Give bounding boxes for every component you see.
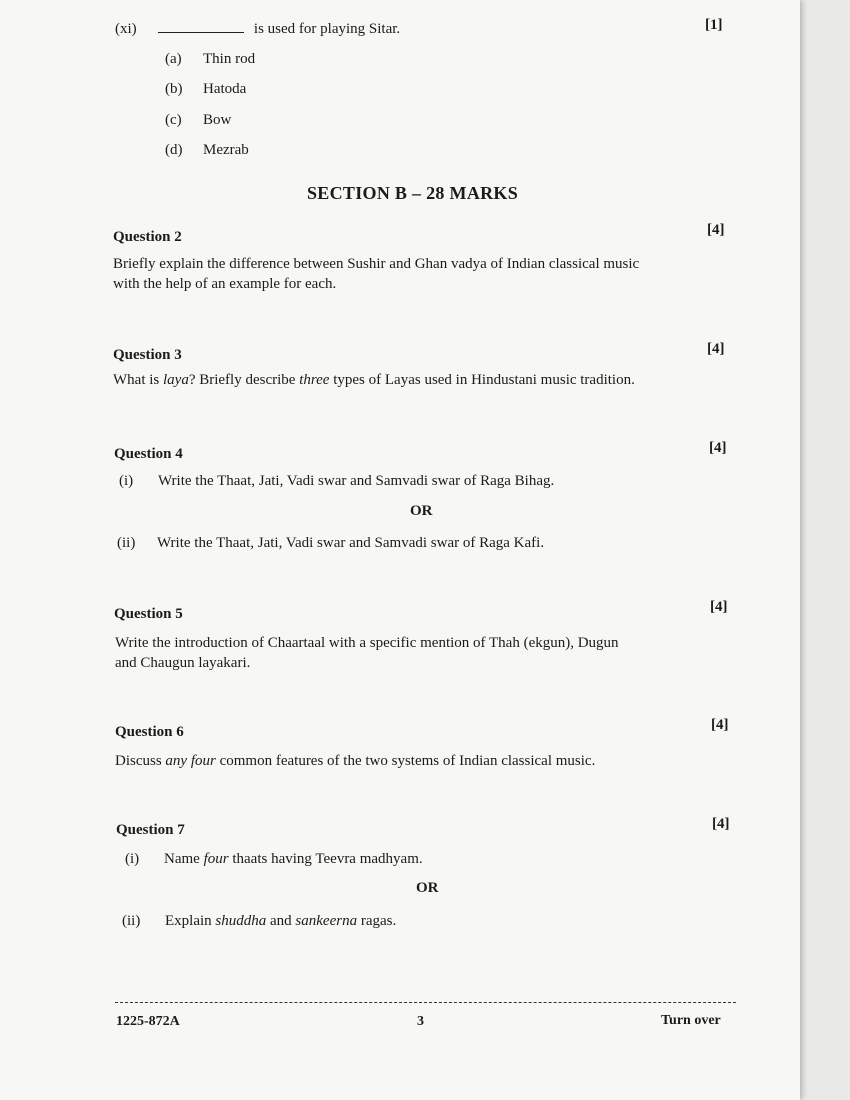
question-7-part-2 bbox=[122, 913, 397, 930]
option-label: (b) bbox=[165, 81, 183, 97]
text-run: and bbox=[266, 913, 296, 929]
part-text bbox=[164, 851, 423, 868]
part-label: (i) bbox=[119, 473, 134, 489]
marks-label: [4] bbox=[707, 222, 725, 238]
text-run-italic: sankeerna bbox=[295, 913, 358, 929]
option-label: (a) bbox=[165, 51, 182, 67]
question-3-heading: Question 3 bbox=[113, 347, 182, 363]
text-run-italic: shuddha bbox=[215, 913, 267, 929]
option-text: Bow bbox=[203, 112, 232, 128]
part-label: (i) bbox=[125, 851, 140, 867]
question-2-heading: Question 2 bbox=[113, 229, 182, 245]
question-number: (xi) bbox=[115, 21, 137, 37]
question-4-part-2 bbox=[117, 535, 545, 552]
text-run: types of Layas used in Hindustani music tradition. bbox=[329, 372, 635, 388]
question-3-text bbox=[113, 372, 635, 389]
answer-blank bbox=[158, 20, 244, 33]
part-label: (ii) bbox=[122, 913, 141, 929]
question-4-heading: Question 4 bbox=[114, 446, 183, 462]
question-5-heading: Question 5 bbox=[114, 606, 183, 622]
text-run: Name bbox=[164, 851, 204, 867]
text-run: common features of the two systems of Indian classical music. bbox=[215, 753, 596, 769]
text-run-italic: laya bbox=[163, 372, 189, 388]
text-run: Explain bbox=[165, 913, 216, 929]
footer-divider bbox=[115, 1002, 736, 1003]
option-label: (d) bbox=[165, 142, 183, 158]
question-7-part-1 bbox=[125, 851, 423, 868]
text-run: thaats having Teevra madhyam. bbox=[228, 851, 423, 867]
section-title: SECTION B – 28 MARKS bbox=[307, 183, 519, 203]
marks-label: [4] bbox=[707, 341, 725, 357]
option-text: Hatoda bbox=[203, 81, 247, 97]
text-run: ragas. bbox=[357, 913, 397, 929]
marks-label: [1] bbox=[705, 17, 723, 33]
question-5-line-1: Write the introduction of Chaartaal with a specific mention of Thah (ekgun), Dugun bbox=[115, 635, 619, 651]
page-number: 3 bbox=[417, 1014, 424, 1029]
option-a bbox=[165, 51, 256, 68]
text-run: Discuss bbox=[115, 753, 166, 769]
part-label: (ii) bbox=[117, 535, 136, 551]
question-text: is used for playing Sitar. bbox=[253, 21, 401, 37]
question-4-part-1 bbox=[119, 473, 555, 490]
question-xi bbox=[115, 20, 400, 38]
question-2-line-2: with the help of an example for each. bbox=[113, 276, 337, 292]
option-d bbox=[165, 142, 249, 159]
option-text: Mezrab bbox=[203, 142, 249, 158]
text-run-italic: three bbox=[299, 372, 330, 388]
part-text: Write the Thaat, Jati, Vadi swar and Samvadi swar of Raga Bihag. bbox=[158, 473, 555, 489]
text-run: What is bbox=[113, 372, 163, 388]
marks-label: [4] bbox=[710, 599, 728, 615]
question-7-heading: Question 7 bbox=[116, 822, 185, 838]
text-run-italic: four bbox=[203, 851, 229, 867]
option-b bbox=[165, 81, 247, 98]
option-label: (c) bbox=[165, 112, 182, 128]
or-separator: OR bbox=[416, 880, 439, 896]
marks-label: [4] bbox=[709, 440, 727, 456]
option-text: Thin rod bbox=[203, 51, 256, 67]
question-2-line-1: Briefly explain the difference between Sushir and Ghan vadya of Indian classical music bbox=[113, 256, 640, 272]
marks-label: [4] bbox=[712, 816, 730, 832]
question-6-heading: Question 6 bbox=[115, 724, 184, 740]
part-text bbox=[165, 913, 396, 930]
question-5-line-2: and Chaugun layakari. bbox=[115, 655, 251, 671]
or-separator: OR bbox=[410, 503, 433, 519]
turn-over-label: Turn over bbox=[661, 1013, 721, 1028]
text-run: ? Briefly describe bbox=[188, 372, 300, 388]
paper-code: 1225-872A bbox=[116, 1014, 180, 1029]
part-text: Write the Thaat, Jati, Vadi swar and Samvadi swar of Raga Kafi. bbox=[157, 535, 545, 551]
question-6-text bbox=[115, 753, 595, 770]
marks-label: [4] bbox=[711, 717, 729, 733]
text-run-italic: any four bbox=[165, 753, 216, 769]
option-c bbox=[165, 112, 232, 129]
